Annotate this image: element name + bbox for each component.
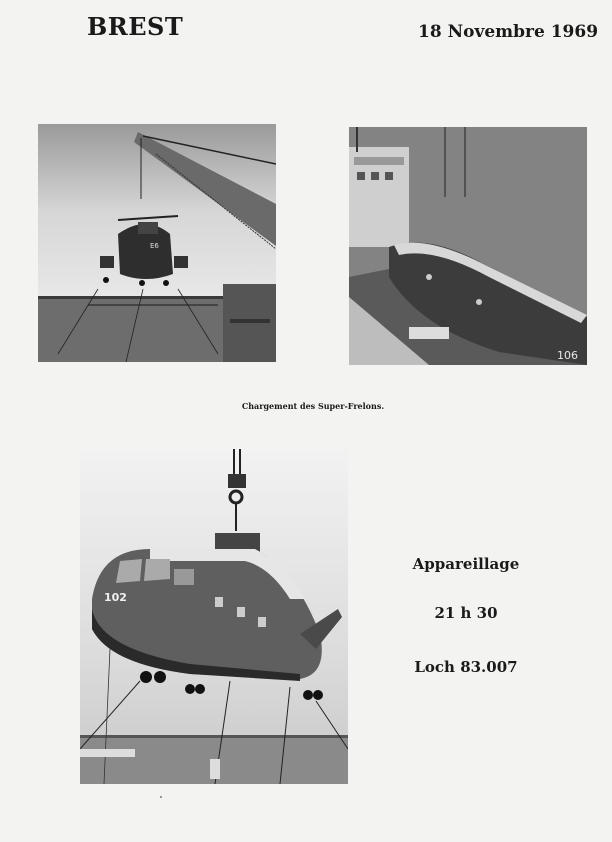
photo-caption: Chargement des Super-Frelons. [241,401,385,411]
log-reading: Loch 83.007 [414,658,518,676]
photo-helicopter-102-hoisted [80,449,348,784]
photo-helicopter-crane-harbour [38,124,276,362]
page-dot [160,796,162,798]
departure-label: Appareillage [412,555,520,573]
tail-code-102: 102 [104,591,127,604]
page-date: 18 Novembre 1969 [418,22,599,42]
departure-time: 21 h 30 [434,604,498,622]
page-title: BREST [87,12,184,41]
tail-code-e6: E6 [150,242,159,250]
tail-code-106: 106 [557,349,578,362]
photo-helicopter-ship-deck [349,127,587,365]
